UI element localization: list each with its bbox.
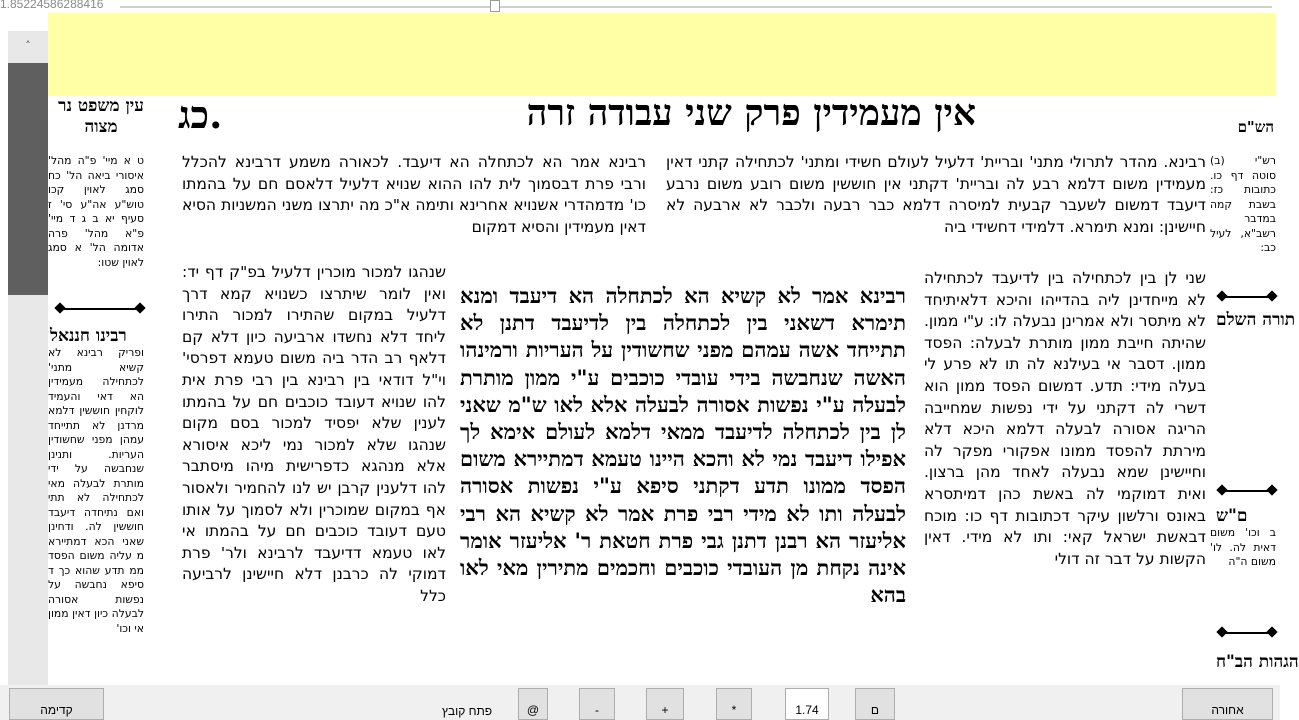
shas-title: הש"ם: [1237, 118, 1274, 136]
ornament-divider: [60, 308, 140, 310]
daf-number: כג.: [178, 92, 223, 137]
bookmark-button[interactable]: *: [716, 688, 752, 720]
mem-button[interactable]: ם: [855, 688, 895, 720]
zoom-value-field[interactable]: 1.74: [785, 688, 829, 720]
ein-mishpat-title: עין משפט נר מצוה: [58, 96, 144, 137]
gilyon-title: ם"ש: [1216, 506, 1248, 526]
ornament-divider: [1222, 632, 1272, 634]
tosafot-top: רבינא אמר הא לכתחלה הא דיעבד. לכאורה משמע דרבינא להכלל ורבי פרת דבסמוך לית להו ההוא שנויא דלעיל דלאסם חם על בהמתו כו' מדמהדרי אשנויא אחרינא ותימה א"כ מה יתרצו משני המשניות הסיא דאין מעמידין והסיא דמקום: [182, 153, 646, 236]
ornament-divider: [1222, 490, 1272, 492]
ornament-divider: [1222, 296, 1272, 298]
next-page-button[interactable]: אחורה: [1182, 688, 1273, 720]
rashi-column: שני לן בין לכתחילה בין לדיעבד לכתחילה לא מייחדינן ליה בהדייהו והיכא דלאיתיחד לא מיתסר ולא אמרינן נבעלה לו: ע"י ממון. שהיתה חייבת ממון מותרת לבעלה: הפסד ממון. דסבר אי בעילנא לה תו לא פרע לי בעלה מידי: תדע. דמשום הפסד ממון הוא דשרי לה דקתני על ידי נפשות שמחייבה הריגה אסורה לבעלה דלמא היכא דלא מירתת להפסד ממונו אפקורי מפקר לה וחיישינן שמא נבעלה לאחד מהן ברצון. ואית דמוקמי לה באשת כהן דמיתסרא באונס ורלשון עיקר דכתובות דף כו: מוכח דבאשת ישראל קאי: ותו לא מידי. דאין הקשות על דבר זה דולי: [924, 269, 1206, 568]
page-header: [48, 92, 1276, 144]
zoom-readout: 1.85224586288416: [0, 0, 104, 11]
prev-page-button[interactable]: קדימה: [9, 688, 104, 720]
tosafot-column: שנהגו למכור מוכרין דלעיל בפ"ק דף יד: ואין לומר שיתרצו כשנויא קמא דרך דלעיל במקום שהתירו למכור התירו ליחד דלא נחשדו ארביעה כיון דלא קם דלאף רב הדר ביה משום טעמא דפרסי' וי"ל דודאי בין רבינא בין רבי פרת אית להו שנויא דעובד כוכבים חם על בהמתו לענין שלא יפסיד למכור בסם מקום שנהגו שלא למכור נמי ליכא איסורא אלא מנהגא כדפרישית מיהו מיסתבר להו דלענין קרבן יש לנו להחמיר ולאסור אף במקום שמוכרין ולא לסמוך על אותו טעם דעובד כוכבים חם על בהמתו אי לאו טעמא דדיעבד לרבינא ולר' פרת דמוקי לה כרבנן דלא חיישינן לרביעה כלל: [182, 263, 446, 605]
scroll-up-icon[interactable]: ˄: [25, 39, 31, 52]
talmud-page: [48, 92, 1299, 685]
vertical-scrollbar[interactable]: [8, 31, 48, 685]
slider-track[interactable]: [120, 6, 1272, 8]
rashi-top: רבינא. מהדר לתרולי מתני' ובריית' דלעיל לעולם חשידי ומתני' לכתחילה קתני דאין מעמידין משום דלמא רבע לה ובריית' דקתני אין חוששין משום רובע משום נרבע דיעבד דמשום לשעבר קבעית למיסרה דלמא כבר רבעה ולכבר לא ארבעה לא חיישינן: ומנא תימרא. דלמידי דחשידי ביה: [666, 153, 1206, 236]
torah-ohr-title: תורה השלם: [1216, 310, 1296, 330]
zoom-in-button[interactable]: +: [646, 688, 684, 720]
zoom-slider-bar: [0, 0, 1280, 12]
at-button[interactable]: @: [518, 688, 548, 720]
bottom-toolbar: [0, 685, 1280, 720]
page-title: אין מעמידין פרק שני עבודה זרה: [526, 92, 976, 134]
rabbeinu-chananel-text: ופריק רבינא לא קשיא מתני' לכתחילה מעמידין הא דאי והעמיד לוקחין חוששין דלמא מרדנן לא תתייחד עמהן מפני שחשודין העריות. ותנינן שנחבשה על ידי מותרת לבעלה מאי לכתחילה לא תתי ואם נתיחדה דיעבד חוששין לה. ודחינן שאני הכא דמתיירא מ עליה משום הפסד ממ תדע שהוא כך ד סיפא נחבשה על נפשות אסורה לבעלה כיון דאין ממון אי וכו': [48, 346, 144, 635]
scroll-thumb[interactable]: [8, 63, 48, 295]
ein-mishpat-text: ט א מיי' פ"ה מהל' איסורי ביאה הל' כח סמג לאוין קכו טוש"ע אה"ע סי' ז סעיף יא ב ג ד מיי' פ"א מהל' פרה אדומה הל' א סמג לאוין שטו:: [48, 154, 144, 269]
hagahot-title: הגהות הב"ח: [1216, 652, 1299, 672]
highlight-band: [48, 13, 1276, 96]
open-file-button[interactable]: פתח קובץ: [441, 704, 493, 718]
gilyon-text: ב וכו' משום דאית לה. לו' משום ה"ה: [1210, 526, 1276, 568]
mesoret-hashas-text: רש"י (ב) סוטה דף כו. כתובות כז: בשבת קמה במדבר רשב"א, לעיל כב:: [1210, 154, 1276, 254]
slider-thumb[interactable]: [490, 0, 500, 12]
gemara-text: רבינא אמר לא קשיא הא לכתחלה הא דיעבד ומנא תימרא דשאני בין לכתחלה בין לדיעבד דתנן לא תתייחד אשה עמהם מפני שחשודין על העריות ורמינהו האשה שנחבשה בידי עובדי כוכבים ע"י ממון מותרת לבעלה ע"י נפשות אסורה לבעלה אלא לאו ש"מ שאני לן בין לכתחלה לדיעבד ממאי דלמא לעולם אימא לך אפילו דיעבד נמי לא והכא היינו טעמא דמתיירא משום הפסד ממונו תדע דקתני סיפא ע"י נפשות אסורה לבעלה ותו לא מידי רבי פרת אמר לא קשיא הא רבי אליעזר הא רבנן דתנן גבי פרת חטאת ר' אליעזר אומר אינה נקחת מן העובדי כוכבים וחכמים מתירין מאי לאו בהא: [460, 283, 906, 608]
zoom-out-button[interactable]: -: [579, 688, 615, 720]
rabbeinu-chananel-title: רבינו חננאל: [50, 326, 127, 346]
